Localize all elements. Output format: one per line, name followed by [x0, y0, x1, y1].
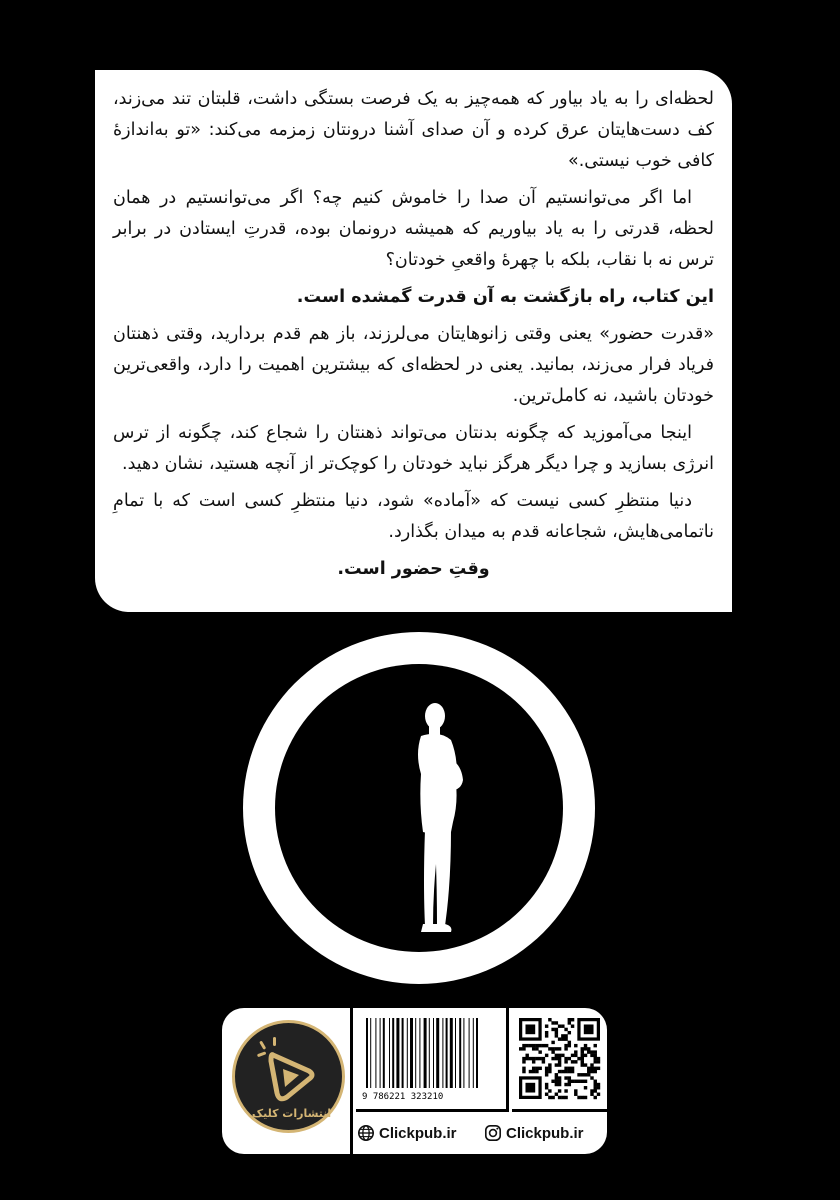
blurb-paragraph-6: دنیا منتظرِ کسی نیست که «آماده» شود، دنیا منتظرِ کسی است که با تمامِ ناتمامی‌هایش، شجاعانه قدم به میدان بگذارد. [113, 491, 714, 542]
globe-icon [357, 1124, 375, 1142]
instagram-text: Clickpub.ir [506, 1124, 584, 1142]
isbn-number: 9 786221 323210 [362, 1092, 444, 1102]
standing-man-silhouette-icon [275, 664, 563, 952]
publisher-footer-card [222, 1008, 607, 1154]
instagram-icon [484, 1124, 502, 1142]
barcode-icon [356, 1008, 506, 1092]
ring-emblem [243, 632, 595, 984]
blurb-paragraph-3: این کتاب، راه بازگشت به آن قدرت گمشده است. [296, 287, 714, 307]
publisher-logo-box [222, 1008, 353, 1154]
blurb-paragraph-2: اما اگر می‌توانستیم آن صدا را خاموش کنیم چه؟ اگر می‌توانستیم در همان لحظه، قدرتی را به یاد بیاوریم که همیشه درونمان بوده، قدرتِ ایستادن در برابر ترس نه با نقاب، بلکه با چهرهٔ واقعیِ خودتان؟ [113, 188, 714, 270]
website-link[interactable] [357, 1119, 457, 1147]
barcode-box [356, 1008, 509, 1112]
blurb-paragraph-4: «قدرت حضور» یعنی وقتی زانوهایتان می‌لرزند، باز هم قدم بردارید، وقتی ذهنتان فریاد فرار می‌زند، بمانید. یعنی در لحظه‌ای که بیشترین اهمیت را دارد، واقعی‌ترین خودتان باشید، نه کامل‌ترین. [113, 324, 714, 406]
qr-code-box [512, 1008, 607, 1112]
instagram-link[interactable] [484, 1119, 584, 1147]
blurb-closing-line: وقتِ حضور است. [337, 559, 490, 579]
ring-inner [275, 664, 563, 952]
blurb-panel [95, 70, 732, 612]
website-text: Clickpub.ir [379, 1124, 457, 1142]
qr-code-icon [512, 1008, 607, 1109]
publisher-logo [232, 1020, 345, 1133]
publisher-name: انتشارات کلیک [251, 1107, 332, 1120]
blurb-paragraph-1: لحظه‌ای را به یاد بیاور که همه‌چیز به یک فرصت بستگی داشت، قلبتان تند می‌زند، کف دست‌هایتان عرق کرده و آن صدای آشنا درونتان زمزمه می‌کند: «تو به‌اندازهٔ کافی خوب نیستی.» [113, 89, 714, 171]
blurb-paragraph-5: اینجا می‌آموزید که چگونه بدنتان می‌تواند ذهنتان را شجاع کند، چگونه از ترس انرژی بسازید و چرا دیگر هرگز نباید خودتان را کوچک‌تر از آنچه هستید، نشان دهید. [113, 423, 714, 474]
